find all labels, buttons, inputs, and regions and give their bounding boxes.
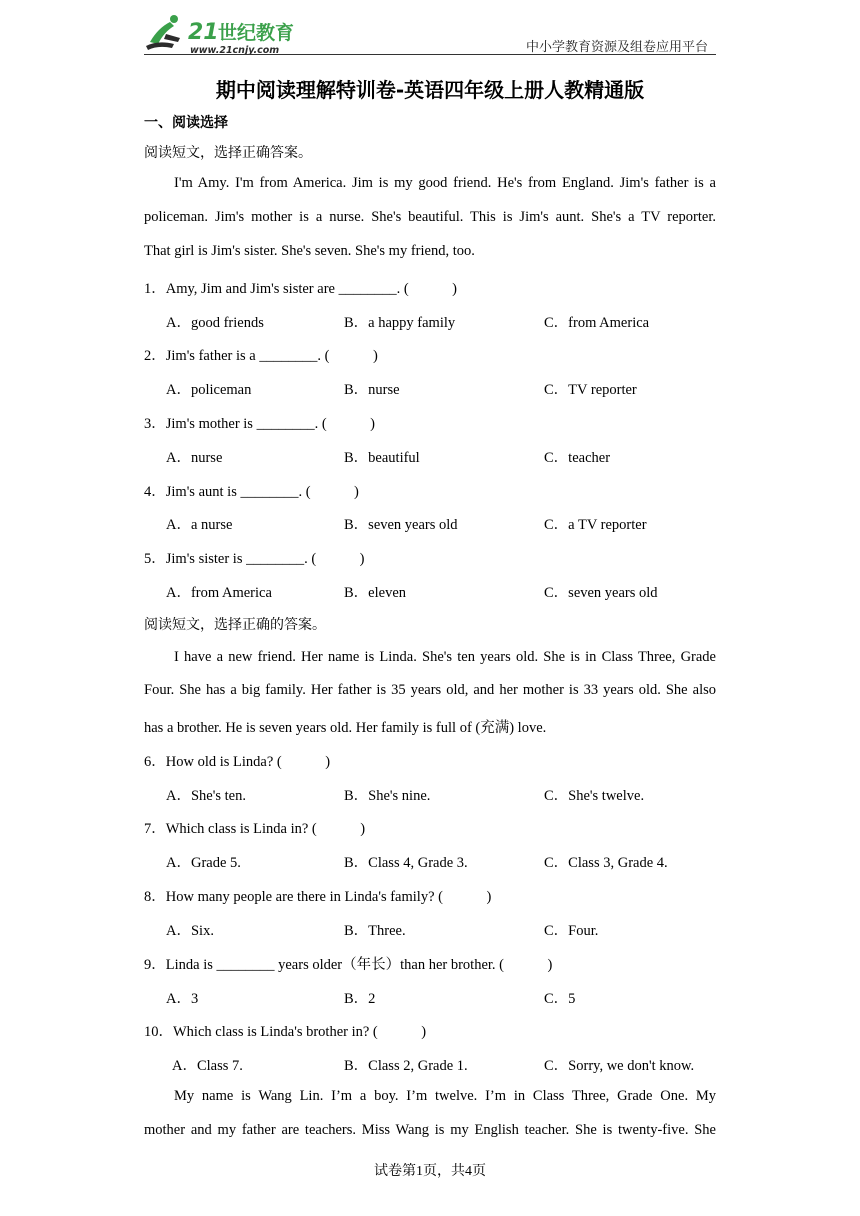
passage-line: My name is Wang Lin. I’m a boy. I’m twelve. I’m in Class Three, Grade One. My [174, 1088, 716, 1104]
option-b: B．eleven [344, 585, 407, 601]
passage-line: That girl is Jim's sister. She's seven. She's my friend, too. [144, 243, 475, 259]
question-text: 2．Jim's father is a ________. ( ) [144, 348, 378, 364]
option-a: A．Six. [166, 923, 214, 939]
option-a: A．Grade 5. [166, 855, 241, 871]
question-text: 7．Which class is Linda in? ( ) [144, 821, 366, 837]
passage-line: I have a new friend. Her name is Linda. She's ten years old. She is in Class Three, Grade [174, 649, 716, 665]
option-row [144, 378, 716, 398]
passage-line: I'm Amy. I'm from America. Jim is my good friend. He's from England. Jim's father is a [174, 175, 716, 191]
platform-name: 中小学教育资源及组卷应用平台 [525, 40, 708, 55]
question-text: 3．Jim's mother is ________. ( ) [144, 416, 375, 432]
passage-line: mother and my father are teachers. Miss Wang is my English teacher. She is twenty-five. She [144, 1122, 716, 1138]
header-divider [144, 54, 716, 55]
question-text: 10．Which class is Linda's brother in? ( ) [144, 1024, 427, 1040]
option-c: C．seven years old [544, 585, 658, 601]
question-text: 5．Jim's sister is ________. ( ) [144, 551, 365, 567]
passage-instruction: 阅读短文，选择正确答案。 [144, 145, 312, 161]
page-footer: 试卷第1页，共4页 [374, 1164, 486, 1179]
option-b: B．She's nine. [344, 788, 431, 804]
option-c: C．teacher [544, 450, 611, 466]
option-c: C．from America [544, 315, 650, 331]
option-row [144, 1054, 716, 1074]
option-c: C．Sorry, we don't know. [544, 1058, 695, 1074]
svg-text:21: 21 [188, 20, 219, 45]
page-title: 期中阅读理解特训卷-英语四年级上册人教精通版 [215, 78, 645, 102]
option-a: A．3 [166, 991, 199, 1007]
option-row [144, 513, 716, 533]
option-c: C．a TV reporter [544, 517, 647, 533]
passage-line: Four. She has a big family. Her father is 35 years old, and her mother is 33 years old. She also [144, 682, 716, 698]
question-text: 9．Linda is ________ years older（年长）than her brother. ( ) [144, 957, 553, 973]
option-row [144, 581, 716, 601]
site-logo [144, 12, 319, 56]
option-b: B．2 [344, 991, 376, 1007]
option-c: C．5 [544, 991, 576, 1007]
option-c: C．TV reporter [544, 382, 637, 398]
question-text: 4．Jim's aunt is ________. ( ) [144, 484, 359, 500]
option-row [144, 851, 716, 871]
option-a: A．a nurse [166, 517, 233, 533]
option-c: C．She's twelve. [544, 788, 645, 804]
option-c: C．Four. [544, 923, 599, 939]
passage-line: has a brother. He is seven years old. Her family is full of (充满) love. [144, 720, 547, 736]
option-row [144, 311, 716, 331]
option-b: B．a happy family [344, 315, 456, 331]
section-heading: 一、阅读选择 [144, 115, 228, 131]
svg-text:www.21cnjy.com: www.21cnjy.com [190, 45, 280, 56]
option-a: A．good friends [166, 315, 264, 331]
option-b: B．Three. [344, 923, 406, 939]
passage-instruction: 阅读短文，选择正确的答案。 [144, 617, 326, 633]
option-b: B．Class 2, Grade 1. [344, 1058, 468, 1074]
option-row [144, 446, 716, 466]
option-b: B．nurse [344, 382, 400, 398]
page-header [144, 8, 716, 56]
option-row [144, 987, 716, 1007]
option-a: A．policeman [166, 382, 252, 398]
option-a: A．from America [166, 585, 272, 601]
option-b: B．beautiful [344, 450, 420, 466]
question-text: 8．How many people are there in Linda's family? ( ) [144, 889, 492, 905]
option-b: B．seven years old [344, 517, 458, 533]
option-b: B．Class 4, Grade 3. [344, 855, 468, 871]
option-a: A．nurse [166, 450, 223, 466]
option-row [144, 784, 716, 804]
question-text: 1．Amy, Jim and Jim's sister are ________. ( ) [144, 281, 457, 297]
svg-text:世纪教育: 世纪教育 [218, 22, 295, 44]
passage-line: policeman. Jim's mother is a nurse. She's beautiful. This is Jim's aunt. She's a TV reporter. [144, 209, 716, 225]
option-row [144, 919, 716, 939]
option-a: A．Class 7. [172, 1058, 243, 1074]
option-c: C．Class 3, Grade 4. [544, 855, 668, 871]
option-a: A．She's ten. [166, 788, 246, 804]
question-text: 6．How old is Linda? ( ) [144, 754, 331, 770]
